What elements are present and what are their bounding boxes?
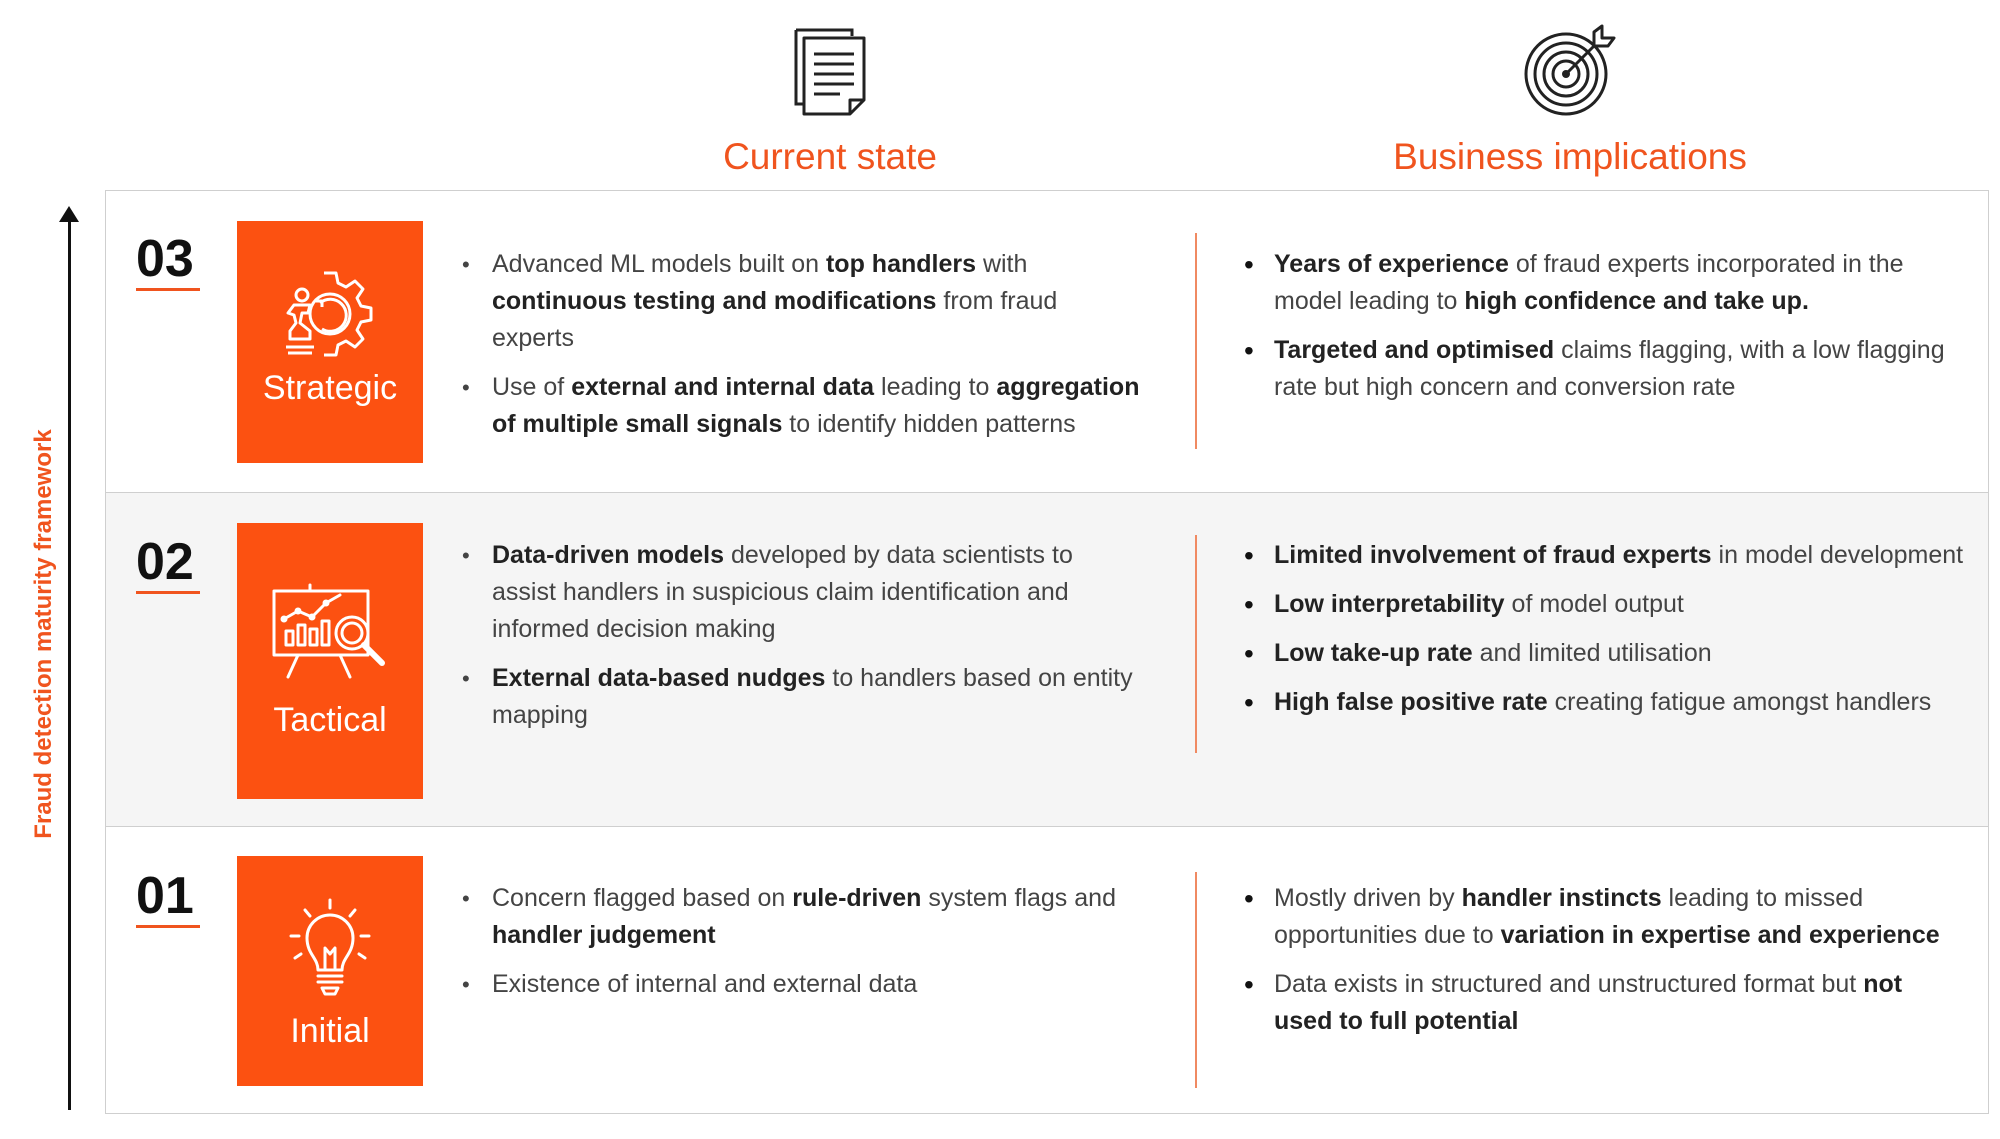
bullet-text-bold: rule-driven xyxy=(792,884,922,912)
bullet-text-bold: top handlers xyxy=(825,250,976,278)
current-state-list xyxy=(462,246,1142,455)
current-state-list xyxy=(462,537,1142,746)
bullet-text-bold: High false positive rate xyxy=(1274,688,1548,716)
bullet-text: of model output xyxy=(1504,590,1684,618)
maturity-row-strategic xyxy=(106,191,1988,491)
bullet-text-bold: variation in expertise and experience xyxy=(1500,921,1940,949)
bullet-item xyxy=(462,369,1142,443)
bullet-text: leading to xyxy=(874,373,997,401)
bullet-text: leading to missed opportunities due to xyxy=(1274,884,1864,949)
lightbulb-icon xyxy=(285,896,375,1003)
business-implications-list xyxy=(1244,537,1989,733)
business-implications-list xyxy=(1244,246,1964,418)
axis-line xyxy=(68,220,71,1110)
level-label: Tactical xyxy=(273,701,387,739)
bullet-text-bold: continuous testing and modifications xyxy=(492,287,937,315)
bullet-text-bold: high confidence and take up. xyxy=(1464,287,1809,315)
business-implications-list xyxy=(1244,880,1964,1052)
bullet-text: Existence of internal and external data xyxy=(492,970,918,998)
target-icon xyxy=(1522,24,1618,123)
current-state-list xyxy=(462,880,1142,1015)
bullet-text: to identify hidden patterns xyxy=(782,410,1076,438)
row-number: 01 xyxy=(136,867,194,925)
bullet-text-bold: Years of experience xyxy=(1274,250,1509,278)
bullet-text-bold: Targeted and optimised xyxy=(1274,336,1555,364)
maturity-row-initial xyxy=(106,828,1988,1113)
bullet-text: creating fatigue amongst handlers xyxy=(1547,688,1932,716)
bullet-text: with xyxy=(976,250,1028,278)
business-implications-title: Business implications xyxy=(1393,136,1747,177)
bullet-text: in model development xyxy=(1711,541,1964,569)
bullet-text-bold: Data-driven models xyxy=(492,541,725,569)
level-tile-strategic xyxy=(237,221,423,463)
maturity-row-tactical xyxy=(106,492,1988,827)
bullet-text-bold: aggregation of multiple small signals xyxy=(492,373,1140,438)
bullet-text-bold: handler judgement xyxy=(492,921,716,949)
bullet-text-bold: Low take-up rate xyxy=(1274,639,1473,667)
gear-chess-icon xyxy=(280,265,380,362)
bullet-text: Concern flagged based on xyxy=(492,884,793,912)
analytics-board-icon xyxy=(270,581,390,686)
bullet-item xyxy=(462,537,1142,648)
bullet-item xyxy=(1244,537,1989,574)
bullet-item xyxy=(1244,635,1989,672)
bullet-text: Data exists in structured and unstructured format but xyxy=(1274,970,1864,998)
bullet-text: from fraud experts xyxy=(492,287,1058,352)
bullet-text-bold: Low interpretability xyxy=(1274,590,1505,618)
bullet-text: claims flagging, with a low flagging rate but high concern and conversion rate xyxy=(1274,336,1945,401)
bullet-item xyxy=(462,966,1142,1003)
row-number-underline xyxy=(136,288,200,291)
bullet-item xyxy=(462,246,1142,357)
bullet-text-bold: External data-based nudges xyxy=(492,664,826,692)
column-divider xyxy=(1195,872,1197,1088)
level-label: Initial xyxy=(290,1012,370,1050)
bullet-item xyxy=(1244,586,1989,623)
level-tile-tactical xyxy=(237,523,423,799)
level-tile-initial xyxy=(237,856,423,1086)
bullet-text: of fraud experts incorporated in the model leading to xyxy=(1274,250,1904,315)
bullet-text: to handlers based on entity mapping xyxy=(492,664,1133,729)
bullet-item xyxy=(1244,880,1964,954)
bullet-text-bold: not used to full potential xyxy=(1274,970,1903,1035)
bullet-item xyxy=(1244,246,1964,320)
bullet-text-bold: Limited involvement of fraud experts xyxy=(1274,541,1712,569)
current-state-title: Current state xyxy=(723,136,937,177)
column-divider xyxy=(1195,535,1197,753)
row-number: 03 xyxy=(136,230,194,288)
column-divider xyxy=(1195,233,1197,449)
bullet-text: and limited utilisation xyxy=(1472,639,1712,667)
bullet-text-bold: handler instincts xyxy=(1461,884,1662,912)
bullet-text: Use of xyxy=(492,373,572,401)
row-number-underline xyxy=(136,925,200,928)
bullet-item xyxy=(1244,966,1964,1040)
bullet-text: developed by data scientists to assist handlers in suspicious claim identification and informed decision making xyxy=(492,541,1073,643)
bullet-text: system flags and xyxy=(921,884,1116,912)
row-number-underline xyxy=(136,591,200,594)
document-icon xyxy=(790,24,870,123)
bullet-item xyxy=(462,660,1142,734)
bullet-item xyxy=(462,880,1142,954)
level-label: Strategic xyxy=(262,369,398,407)
bullet-text-bold: external and internal data xyxy=(571,373,875,401)
bullet-text: Mostly driven by xyxy=(1274,884,1462,912)
bullet-item xyxy=(1244,684,1989,721)
bullet-text: Advanced ML models built on xyxy=(492,250,826,278)
bullet-item xyxy=(1244,332,1964,406)
row-number: 02 xyxy=(136,533,194,591)
